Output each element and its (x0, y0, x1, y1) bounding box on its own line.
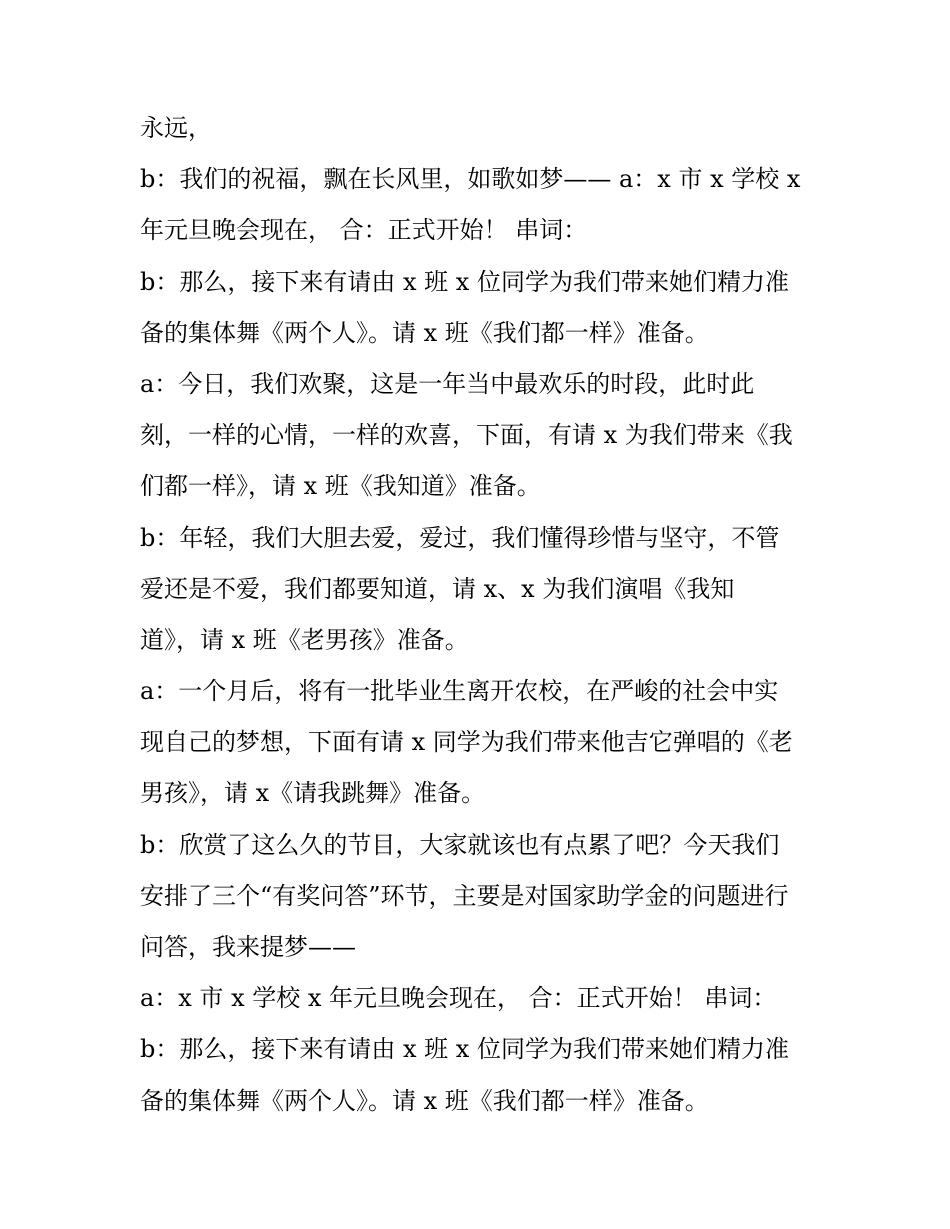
text-line: 道》，请 x 班《老男孩》准备。 (140, 625, 469, 654)
text-line: a：x 市 x 学校 x 年元旦晚会现在， 合：正式开始！ 串词： (140, 984, 777, 1013)
text-line: 刻，一样的心情，一样的欢喜，下面，有请 x 为我们带来《我 (140, 421, 793, 450)
text-line: b：我们的祝福，飘在长风里，如歌如梦—— a：x 市 x 学校 x (140, 165, 801, 194)
text-line: 永远， (140, 114, 212, 142)
document-body (140, 103, 820, 1127)
text-line: b：年轻，我们大胆去爱，爱过，我们懂得珍惜与坚守，不管 (140, 523, 780, 552)
text-line: 现自己的梦想，下面有请 x 同学为我们带来他吉它弹唱的《老 (140, 728, 793, 757)
text-line: 备的集体舞《两个人》。请 x 班《我们都一样》准备。 (140, 318, 709, 347)
text-line: 年元旦晚会现在， 合：正式开始！ 串词： (140, 216, 588, 245)
text-line: 男孩》，请 x《请我跳舞》准备。 (140, 779, 486, 808)
text-line: b：那么，接下来有请由 x 班 x 位同学为我们带来她们精力准 (140, 1035, 789, 1064)
text-line: a：一个月后，将有一批毕业生离开农校，在严峻的社会中实 (140, 677, 779, 706)
text-line: 备的集体舞《两个人》。请 x 班《我们都一样》准备。 (140, 1086, 709, 1115)
text-line: 问答，我来提梦—— (140, 933, 356, 961)
text-line: b：那么，接下来有请由 x 班 x 位同学为我们带来她们精力准 (140, 267, 789, 296)
text-line: a：今日，我们欢聚，这是一年当中最欢乐的时段，此时此 (140, 369, 755, 398)
text-line: 爱还是不爱，我们都要知道，请 x、x 为我们演唱《我知 (140, 574, 735, 603)
text-line: b：欣赏了这么久的节目，大家就该也有点累了吧？今天我们 (140, 830, 780, 859)
text-line: 们都一样》，请 x 班《我知道》准备。 (140, 472, 541, 501)
text-line: 安排了三个“有奖问答”环节，主要是对国家助学金的问题进行 (140, 881, 789, 910)
